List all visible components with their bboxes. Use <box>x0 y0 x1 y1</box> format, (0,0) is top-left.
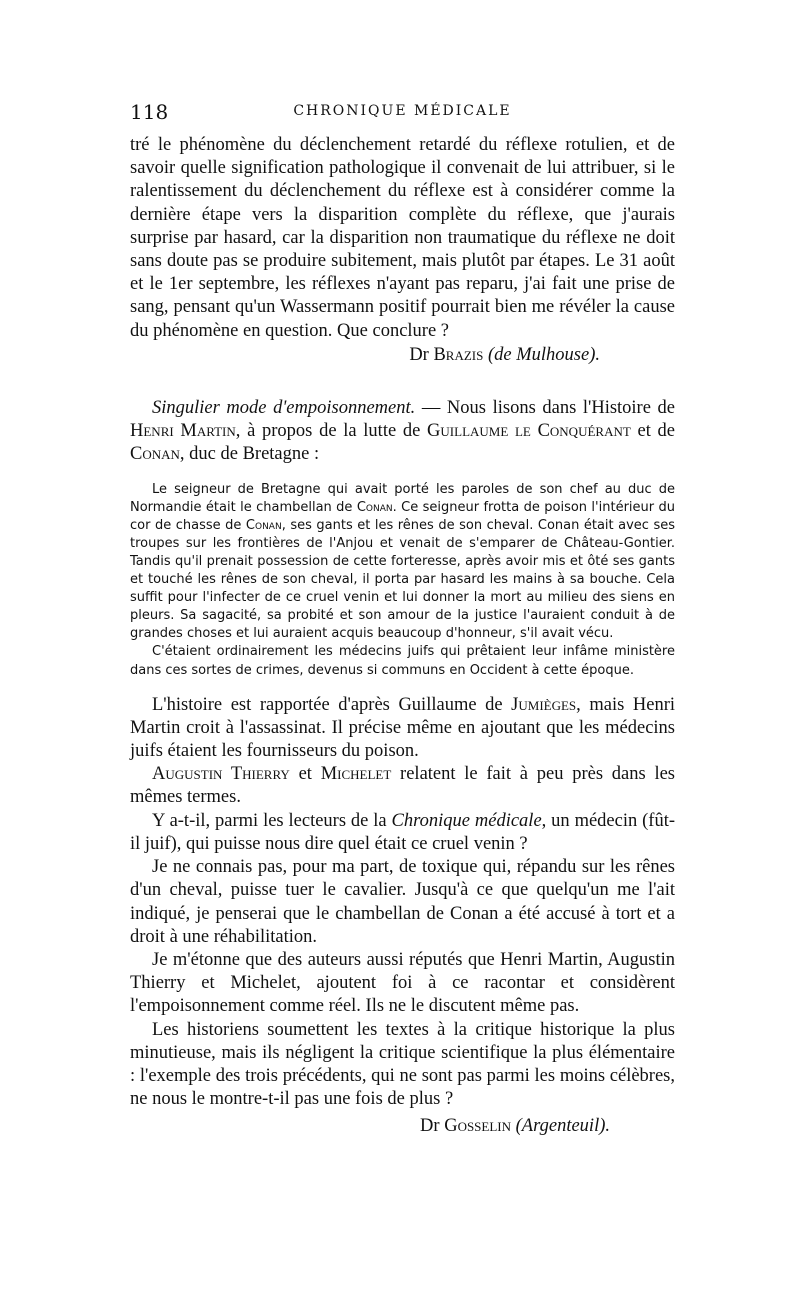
person-name: Conan <box>130 444 180 465</box>
running-title: CHRONIQUE MÉDICALE <box>293 103 512 119</box>
person-name: Guillaume le Conquérant <box>427 421 631 442</box>
signature-gosselin <box>130 1115 675 1138</box>
paragraph-toxic: Je ne connais pas, pour ma part, de toxique qui, répandu sur les rênes d'un cheval, puisse tuer le cavalier. Jusqu'à ce que quelqu'un me l'ait indiqué, je penserai que le chambellan de Conan a été accusé à tort et a droit à une réhabilitation. <box>130 857 675 947</box>
person-name: Conan <box>245 517 282 533</box>
paragraph-question <box>130 810 675 856</box>
text-run: . Ce seigneur frotta de poison l'intérieur du cor de chasse de <box>130 499 675 533</box>
journal-title: Chronique médicale <box>391 810 542 831</box>
signature-title: Dr <box>409 344 429 365</box>
text-run: , ses gants et les rênes de son cheval. Conan était avec ses troupes sur les frontières de l'Anjou et venait de s'emparer de Château-Gontier. Tandis qu'il prenait possession de cette forteresse, après avoir mis et ôté ses gants et touché les rênes de son cheval, il porta par hasard les mains à sa bouche. Cela suffit pour l'infecter de ce cruel venin et lui donner la mort au milieu des siens en pleurs. Sa sagacité, sa probité et son amour de la justice l'auraient conduit à de grandes choses et lui auraient acquis beaucoup d'honneur, s'il avait vécu. <box>130 517 675 642</box>
page-header <box>130 100 675 130</box>
quote-paragraph: C'étaient ordinairement les médecins juifs qui prêtaient leur infâme ministère dans ces sortes de crimes, devenus si communs en Occident à cette époque. <box>130 644 675 678</box>
text-run: , un médecin (fût-il juif), qui puisse nous dire quel était ce cruel venin ? <box>130 810 675 854</box>
block-quote <box>130 481 675 680</box>
text-run: , duc de Bretagne : <box>179 444 320 465</box>
text-run: , à propos de la lutte de <box>235 421 428 442</box>
paragraph-historians <box>130 763 675 809</box>
paragraph-astonishment: Je m'étonne que des auteurs aussi réputés que Henri Martin, Augustin Thierry et Michelet, ajoutent foi à ce racontar et considèrent l'empoisonnement comme réel. Ils ne le discutent même pas. <box>130 949 675 1017</box>
author-name: Augustin Thierry <box>152 764 290 785</box>
person-name: Jumièges <box>511 694 577 715</box>
text-run: et de <box>630 421 676 442</box>
signature-name: Brazis <box>433 344 484 365</box>
quote-paragraph <box>130 481 675 644</box>
paragraph-critique: Les historiens soumettent les textes à la critique historique la plus minutieuse, mais ils négligent la critique scientifique la plus élémentaire : l'exemple des trois précédents, qui ne sont pas parmi les moins célèbres, ne nous le montre-t-il pas une fois de plus ? <box>130 1019 675 1110</box>
text-run: L'histoire est rapportée d'après Guillaume de <box>152 694 512 715</box>
section-heading: Singulier mode d'empoisonnement. <box>152 398 416 419</box>
text-run: — Nous lisons dans l'Histoire de <box>415 398 675 419</box>
signature-name: Gosselin <box>444 1116 512 1137</box>
text-run: , mais Henri Martin croit à l'assassinat. Il précise même en ajoutant que les médecins juifs étaient les fournisseurs du poison. <box>130 694 675 762</box>
signature-brazis <box>130 344 675 367</box>
paragraph-history <box>130 694 675 764</box>
signature-title: Dr <box>420 1116 440 1137</box>
paragraph-reflex-continuation: tré le phénomène du déclenchement retardé du réflexe rotulien, et de savoir quelle signification pathologique il convenait de lui attribuer, si le ralentissement du déclenchement du réflexe est à considérer comme la dernière étape vers la disparition complète du réflexe, que j'aurais surprise par hasard, car la disparition non traumatique du réflexe ne doit sans doute pas se produire subitement, mais plutôt par étapes. Le 31 août et le 1er septembre, les réflexes n'ayant pas reparu, j'ai fait une prise de sang, pensant qu'un Wassermann positif pourrait bien me révéler la cause du phénomène en question. Que conclure ? <box>130 135 675 341</box>
paragraph-poisoning-intro <box>130 397 675 467</box>
signature-place: (Argenteuil). <box>515 1116 610 1137</box>
author-name: Michelet <box>320 764 392 785</box>
text-run: Y a-t-il, parmi les lecteurs de la <box>152 810 392 831</box>
signature-place: (de Mulhouse). <box>488 344 600 365</box>
text-run: relatent le fait à peu près dans les mêmes termes. <box>130 764 676 808</box>
article-body <box>130 134 675 1139</box>
text-run: et <box>289 764 321 785</box>
person-name: Conan <box>356 499 393 515</box>
author-name: Henri Martin <box>130 421 236 442</box>
page-number: 118 <box>130 100 169 124</box>
text-run: Le seigneur de Bretagne qui avait porté les paroles de son chef au duc de Normandie était le chambellan de <box>130 481 675 515</box>
